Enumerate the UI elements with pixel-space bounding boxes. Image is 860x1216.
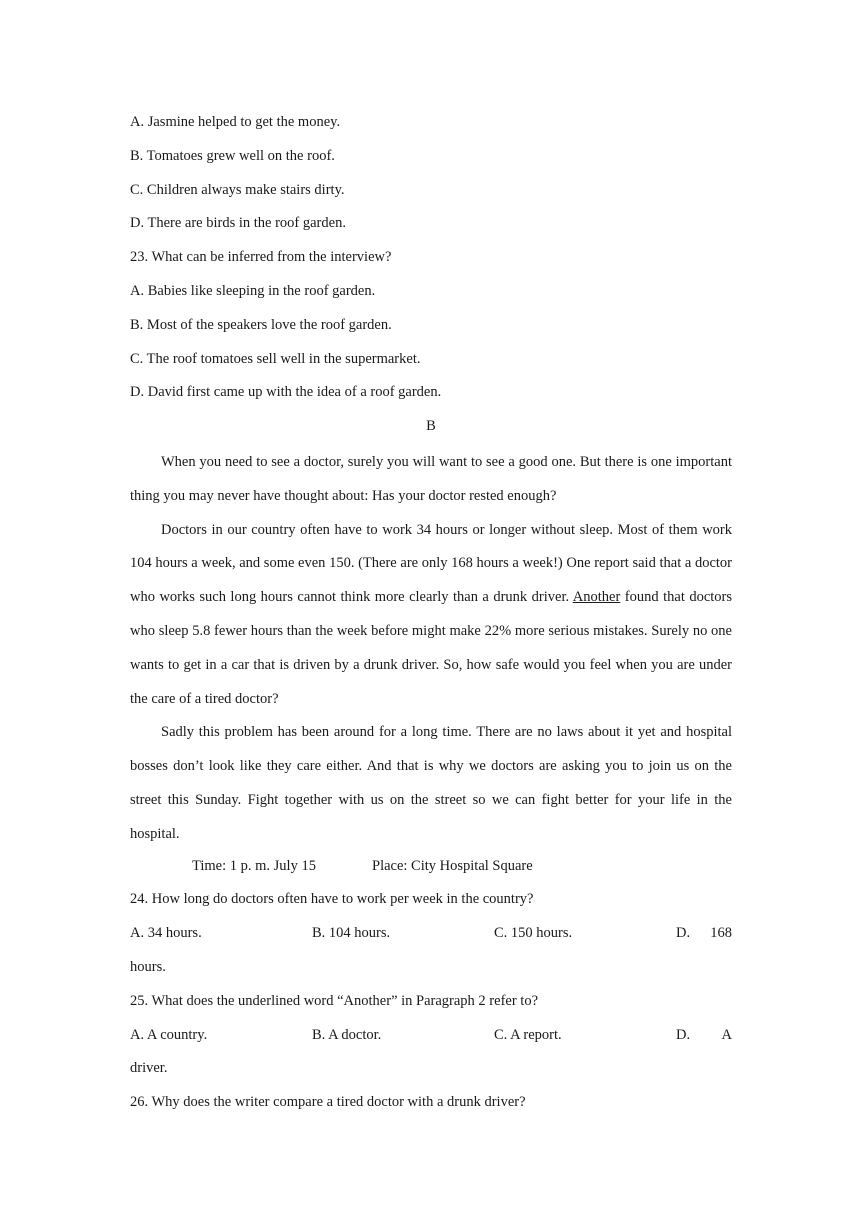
paragraph-2-text-start: Doctors in our country often have to work 34 hours or longer without sleep. Most of them work 104 hours a week, and some even 150. (There are only 168 hours a week!) One report said that a doctor who works such long hours cannot think more clearly than a drunk driver. [130, 521, 732, 606]
q23-question: 23. What can be inferred from the interview? [130, 249, 392, 266]
q25-option-d-letter: D. [676, 1026, 691, 1043]
q22-option-c: C. Children always make stairs dirty. [130, 181, 345, 198]
paragraph-2-text-end: found that doctors who sleep 5.8 fewer hours than the week before might make 22% more serious mistakes. Surely no one wants to get in a car that is driven by a drunk driver. So, how safe would you feel when you are under the care of a tired doctor? [130, 589, 733, 707]
q25-options [130, 1021, 732, 1055]
q22-option-b: B. Tomatoes grew well on the roof. [130, 147, 335, 164]
passage-paragraph-1: When you need to see a doctor, surely you will want to see a good one. But there is one important thing you may never have thought about: Has your doctor rested enough? [130, 453, 732, 504]
event-place: Place: City Hospital Square [372, 857, 533, 874]
q24-option-d-wrap: hours. [130, 958, 166, 975]
q23-option-a: A. Babies like sleeping in the roof garden. [130, 282, 376, 299]
document-page [130, 108, 732, 1122]
q24-options [130, 919, 732, 953]
q24-option-d-letter: D. [676, 925, 691, 942]
q24-option-d-text: 168 [710, 925, 732, 942]
q23-option-b: B. Most of the speakers love the roof garden. [130, 316, 392, 333]
q25-option-d-wrap: driver. [130, 1060, 168, 1077]
q25-option-b: B. A doctor. [312, 1026, 382, 1043]
q24-option-b: B. 104 hours. [312, 925, 391, 942]
passage-paragraph-3: Sadly this problem has been around for a long time. There are no laws about it yet and hospital bosses don’t look like they care either. And that is why we doctors are asking you to join us on the street this Sunday. Fight together with us on the street so we can fight better for your life in the hospital. [130, 724, 732, 842]
event-time: Time: 1 p. m. July 15 [192, 857, 316, 874]
q25-option-a: A. A country. [130, 1026, 208, 1043]
passage-paragraph-2 [130, 514, 732, 717]
q23-option-c: C. The roof tomatoes sell well in the supermarket. [130, 350, 421, 367]
underlined-word: Another [572, 589, 621, 606]
q25-option-c: C. A report. [494, 1026, 562, 1043]
q24-option-d [676, 919, 732, 953]
q24-question: 24. How long do doctors often have to work per week in the country? [130, 891, 534, 908]
q24-option-a: A. 34 hours. [130, 925, 202, 942]
q23-option-d: D. David first came up with the idea of a roof garden. [130, 384, 442, 401]
event-info [130, 852, 732, 886]
q24-option-c: C. 150 hours. [494, 925, 573, 942]
q25-question: 25. What does the underlined word “Another” in Paragraph 2 refer to? [130, 992, 539, 1009]
q22-option-a: A. Jasmine helped to get the money. [130, 114, 341, 130]
section-heading: B [426, 418, 436, 435]
q26-question: 26. Why does the writer compare a tired doctor with a drunk driver? [130, 1094, 526, 1111]
q25-option-d [676, 1021, 732, 1055]
q22-option-d: D. There are birds in the roof garden. [130, 215, 346, 232]
q25-option-d-text: A [721, 1026, 732, 1043]
